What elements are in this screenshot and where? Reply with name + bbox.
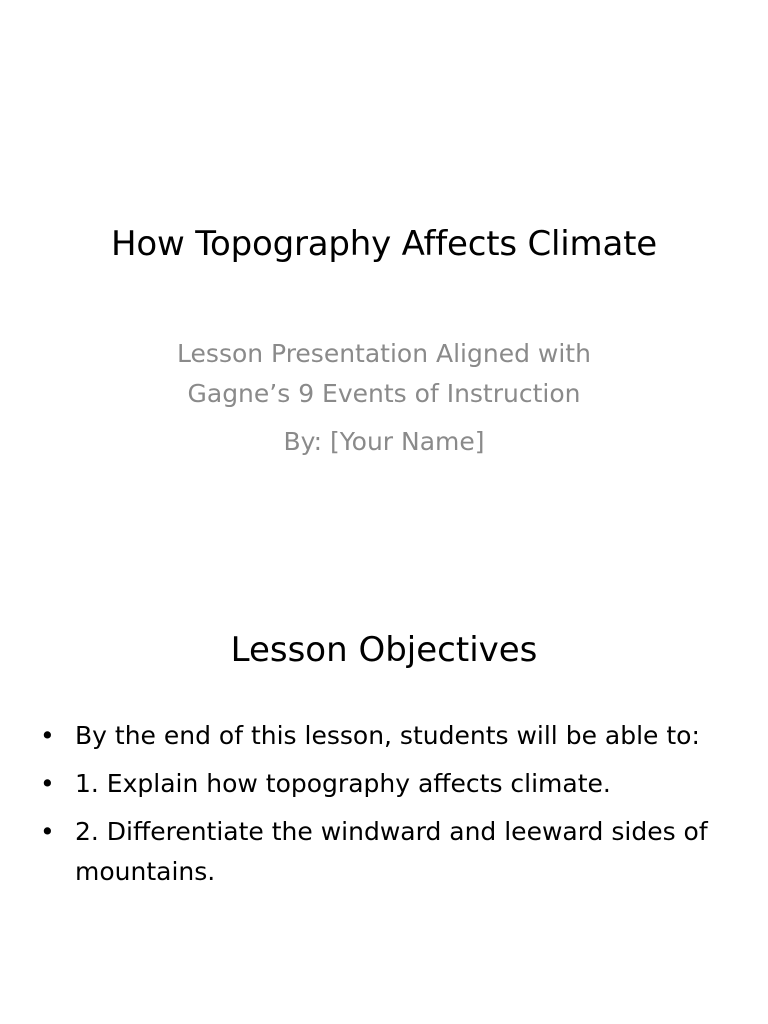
objective-text: 1. Explain how topography affects climate.: [75, 769, 611, 798]
slide-lesson-objectives: [0, 576, 768, 1024]
bullet-dot-icon: •: [40, 817, 55, 846]
slide-subtitle: [84, 334, 684, 462]
objectives-heading: Lesson Objectives: [230, 630, 538, 670]
bullet-dot-icon: •: [40, 721, 55, 750]
objective-text: By the end of this lesson, students will be able to:: [75, 721, 700, 750]
list-item: [40, 812, 730, 892]
list-item: [40, 764, 730, 804]
list-item: [40, 716, 730, 756]
subtitle-line-2: Gagne’s 9 Events of Instruction: [187, 379, 581, 408]
subtitle-line-1: Lesson Presentation Aligned with: [177, 339, 591, 368]
bullet-dot-icon: •: [40, 769, 55, 798]
author-byline: By: [Your Name]: [283, 427, 485, 456]
objectives-list: [40, 716, 730, 900]
objective-text: 2. Differentiate the windward and leeward sides of mountains.: [75, 817, 708, 886]
slide-title-heading: How Topography Affects Climate: [111, 224, 657, 264]
